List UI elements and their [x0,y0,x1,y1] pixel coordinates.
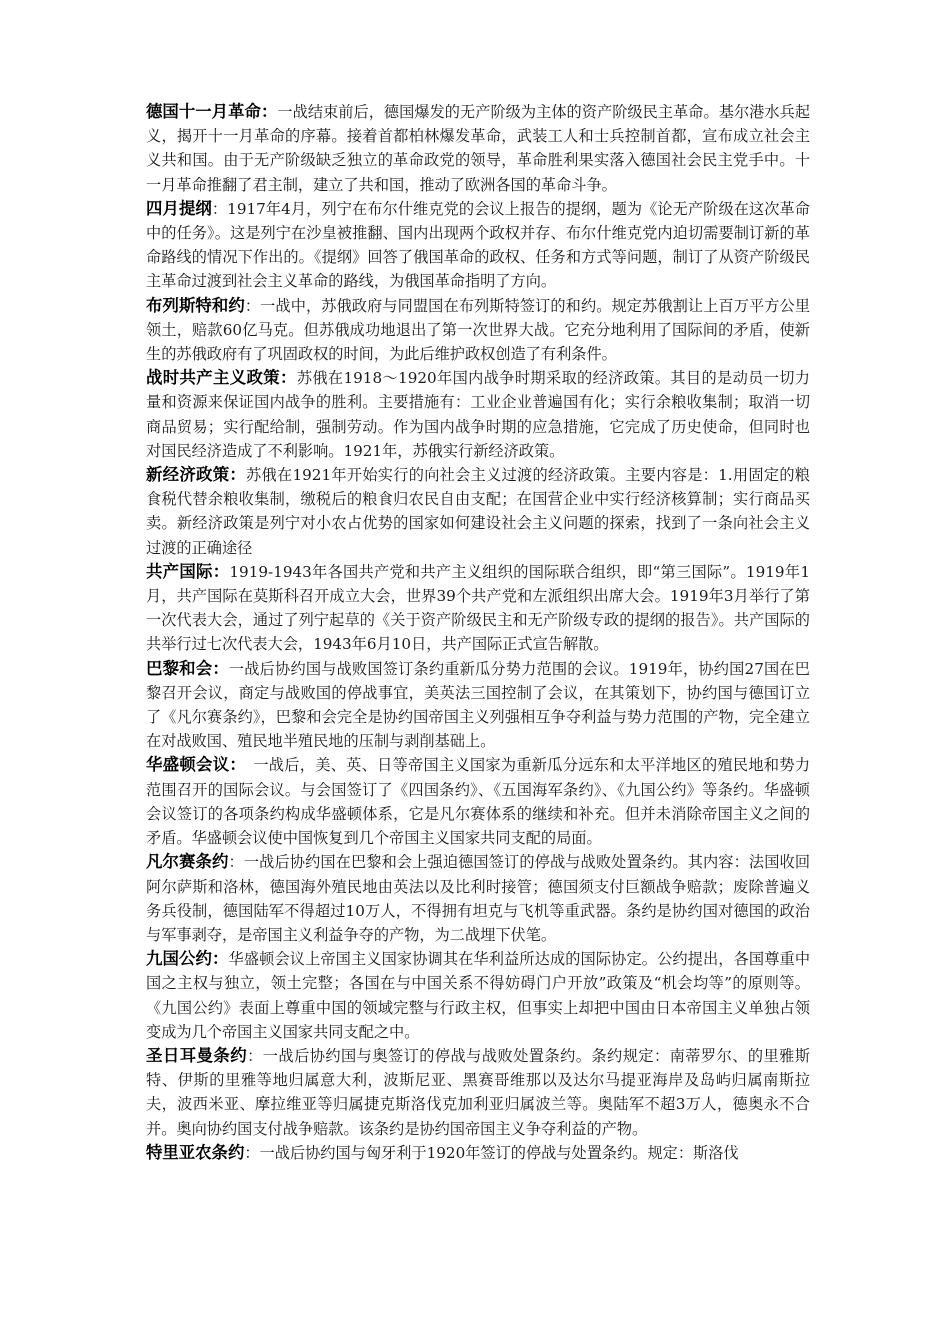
term-heading: 四月提纲 [146,198,212,218]
term-definition: 1919-1943年各国共产党和共产主义组织的国际联合组织，即“第三国际”。1919年1月，共产国际在莫斯科召开成立大会，世界39个共产党和左派组织出席大会。1919年3月举行了第一次代表大会，通过了列宁起草的《关于资产阶级民主和无产阶级专政的提纲的报告》。共产国际的共举行过七次代表大会，1943年6月10日，共产国际正式宣告解散。 [146,562,810,654]
entry-paris-peace-conference [146,657,810,754]
term-definition: 一战后，美、英、日等帝国主义国家为重新瓜分远东和太平洋地区的殖民地和势力范围召开的国际会议。与会国签订了《四国条约》、《五国海军条约》、《九国公约》等条约。华盛顿会议签订的各项条约构成华盛顿体系，它是凡尔赛体系的继续和补充。但并未消除帝国主义之间的矛盾。华盛顿会议使中国恢复到几个帝国主义国家共同支配的局面。 [146,756,811,848]
term-heading: 凡尔赛条约 [146,852,229,872]
term-definition: ：一战后协约国与匈牙利于1920年签订的停战与处置条约。规定：斯洛伐 [244,1143,739,1162]
entry-nine-power-treaty [146,947,810,1044]
entry-comintern [146,560,810,657]
term-heading: 巴黎和会： [146,658,229,678]
term-definition: 华盛顿会议上帝国主义国家协调其在华利益所达成的国际协定。公约提出，各国尊重中国之主权与独立，领土完整；各国在与中国关系不得妨碍门户开放”政策及“机会均等”的原则等。《九国公约》表面上尊重中国的领域完整与行政主权，但事实上却把中国由日本帝国主义单独占领变成为几个帝国主义国家共同支配之中。 [146,950,811,1041]
term-definition: 一战结束前后，德国爆发的无产阶级为主体的资产阶级民主革命。基尔港水兵起义，揭开十一月革命的序幕。接着首都柏林爆发革命，武装工人和士兵控制首都，宣布成立社会主义共和国。由于无产阶级缺乏独立的革命政党的领导，革命胜利果实落入德国社会民主党手中。十一月革命推翻了君主制，建立了共和国，推动了欧洲各国的革命斗争。 [146,103,810,194]
term-definition: ：一战后协约国在巴黎和会上强迫德国签订的停战与战败处置条约。其内容：法国收回阿尔萨斯和洛林，德国海外殖民地由英法以及比利时接管；德国须支付巨额战争赔款；废除普遍义务兵役制，德国陆军不得超过10万人，不得拥有坦克与飞机等重武器。条约是协约国对德国的政治与军事剥夺，是帝国主义利益争夺的产物，为二战埋下伏笔。 [146,853,811,944]
term-definition: 苏俄在1921年开始实行的向社会主义过渡的经济政策。主要内容是：1.用固定的粮食税代替余粮收集制，缴税后的粮食归农民自由支配；在国营企业中实行经济核算制；实行商品买卖。新经济政策是列宁对小农占优势的国家如何建设社会主义问题的探索，找到了一条向社会主义过渡的正确途径 [146,466,810,557]
entry-treaty-of-trianon [146,1141,810,1165]
term-heading: 战时共产主义政策： [146,368,297,388]
term-heading: 布列斯特和约 [146,295,245,315]
term-heading: 共产国际： [146,561,230,581]
entry-treaty-of-saint-germain [146,1044,810,1141]
term-heading: 新经济政策： [146,465,247,485]
term-definition: ：一战后协约国与奥签订的停战与战败处置条约。条约规定：南蒂罗尔、的里雅斯特、伊斯的里雅等地归属意大利，波斯尼亚、黑赛哥维那以及达尔马提亚海岸及岛屿归属南斯拉夫，波西米亚、摩拉维亚等归属捷克斯洛伐克加利亚归属波兰等。奥陆军不超3万人，德奥永不合并。奥向协约国支付战争赔款。该条约是协约国帝国主义争夺利益的产物。 [146,1046,811,1138]
entry-treaty-of-versailles [146,850,810,947]
entry-april-theses [146,197,810,294]
entry-german-november-revolution [146,100,810,197]
term-definition: ：1917年4月，列宁在布尔什维克党的会议上报告的提纲，题为《论无产阶级在这次革命中的任务》。这是列宁在沙皇被推翻、国内出现两个政权并存、布尔什维克党内迫切需要制订新的革命路线的情况下作出的。《提纲》回答了俄国革命的政权、任务和方式等问题，制订了从资产阶级民主革命过渡到社会主义革命的路线，为俄国革命指明了方向。 [146,199,810,291]
term-heading: 德国十一月革命： [146,102,278,121]
term-heading: 九国公约： [146,949,229,969]
document-page [146,100,810,1165]
entry-war-communism [146,366,810,463]
term-definition: 一战后协约国与战败国签订条约重新瓜分势力范围的会议。1919年，协约国27国在巴黎召开会议，商定与战败国的停战事宜，美英法三国控制了会议，在其策划下，协约国与德国订立了《凡尔赛条约》，巴黎和会完全是协约国帝国主义列强相互争夺利益与势力范围的产物，完全建立在对战败国、殖民地半殖民地的压制与剥削基础上。 [146,659,810,751]
term-definition: ：一战中，苏俄政府与同盟国在布列斯特签订的和约。规定苏俄割让上百万平方公里领土，赔款60亿马克。但苏俄成功地退出了第一次世界大战。它充分地利用了国际间的矛盾，使新生的苏俄政府有了巩固政权的时间，为此后维护政权创造了有利条件。 [146,296,811,364]
entry-washington-conference [146,753,810,850]
entry-new-economic-policy [146,463,810,560]
term-heading: 特里亚农条约 [146,1142,245,1162]
entry-treaty-of-brest [146,294,810,367]
term-heading: 华盛顿会议： [146,755,238,775]
term-heading: 圣日耳曼条约 [146,1045,248,1065]
term-definition: 苏俄在1918～1920年国内战争时期采取的经济政策。其目的是动员一切力量和资源来保证国内战争的胜利。主要措施有：工业企业普遍国有化；实行余粮收集制；取消一切商品贸易；实行配给制，强制劳动。作为国内战争时期的应急措施，它完成了历史使命，但同时也对国民经济造成了不利影响。1921年，苏俄实行新经济政策。 [146,369,810,460]
